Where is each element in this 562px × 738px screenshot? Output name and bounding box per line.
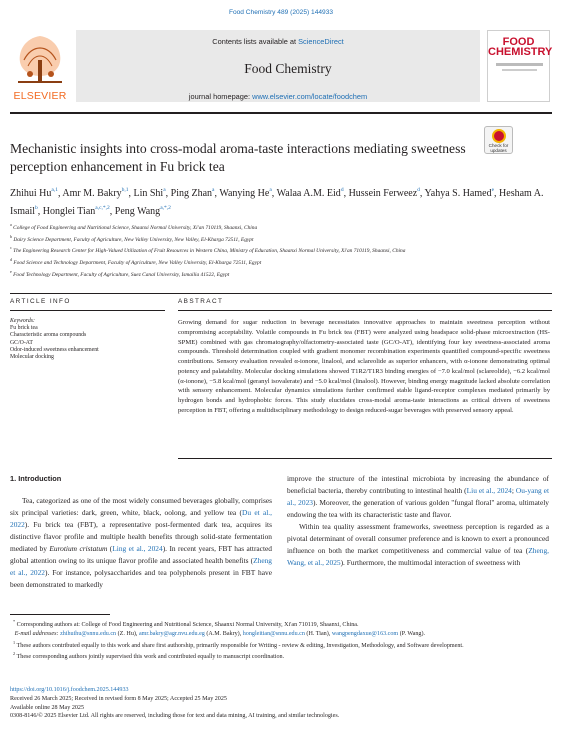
journal-homepage-line	[76, 92, 480, 101]
check-for-updates-label: Check for updates	[488, 143, 509, 153]
text-run: ;	[511, 485, 516, 495]
author-name[interactable]: Zhihui Hu	[10, 188, 52, 199]
author-affiliation-marker[interactable]: e	[491, 187, 495, 193]
author-affiliation-marker[interactable]: a,c,*,2	[95, 205, 110, 211]
footnote-text: These authors contributed equally to this work and share first authorship, primarily responsible for Writing - review & editing, Investigation, Methodology, and Software development.	[16, 642, 464, 649]
journal-citation-line[interactable]: Food Chemistry 489 (2025) 144933	[228, 9, 334, 16]
article-title: Mechanistic insights into cross-modal aroma-taste interactions mediating sweetness perception enhancement in Fu brick tea	[10, 141, 466, 174]
text-run: ). For instance, polysaccharides and tea polyphenols present in FBT have been demonstrated to markedly	[10, 567, 272, 589]
abstract-rule	[178, 310, 552, 311]
footnote-marker: 2	[13, 651, 16, 657]
contents-prefix: Contents lists available at	[212, 37, 299, 46]
abstract-end-rule	[178, 458, 552, 459]
article-info-heading: ARTICLE INFO	[10, 298, 71, 305]
author-affiliation-marker[interactable]: b	[35, 205, 38, 211]
citation-link[interactable]: Liu et al., 2024	[466, 485, 512, 495]
text-run: Within tea quality assessment frameworks, sweetness perception is regarded as a pivotal determinant of overall consumer preference and is known to exert a pronounced influence on both the market competitiveness and commercial value of tea (	[287, 521, 549, 555]
affiliation-item	[10, 244, 550, 256]
author-name[interactable]: Walaa A.M. Eid	[276, 188, 341, 199]
author-list: Zhihui Hu$^{a,1}$, Amr M. Bakry$^{b,1}$, Lin Shi$^a$, Ping Zhan$^a$, Wanying He$^a$, Walaa A.M. Eid$^d$, Hussein Ferweez$^d$, Yahya S. Hamed$^e$, Hesham A. Ismail$^b$, Honglei Tian$^{a,c,*,2}$, Peng Wang$^{a,*,2}$	[10, 187, 544, 217]
author-affiliation-marker[interactable]: a	[163, 187, 166, 193]
online-date: Available online 28 May 2025	[10, 704, 85, 711]
footnote-2	[10, 650, 552, 662]
affiliation-marker: d	[10, 257, 12, 263]
abstract-heading: ABSTRACT	[178, 298, 224, 305]
author-name[interactable]: Hussein Ferweez	[348, 188, 418, 199]
copyright-line: 0308-8146/© 2025 Elsevier Ltd. All rights are reserved, including those for text and data mining, AI training, and similar technologies.	[10, 713, 340, 720]
keyword-item: GC/O-AT	[10, 339, 33, 346]
received-dates: Received 26 March 2025; Received in revised form 8 May 2025; Accepted 25 May 2025	[10, 695, 227, 702]
author-affiliation-marker[interactable]: a	[269, 187, 272, 193]
elsevier-tree-icon	[10, 30, 70, 88]
text-run: ). Furthermore, the multimodal interaction of sweetness with	[340, 557, 521, 567]
text-run: ). In recent years, FBT has attracted global attention owing to its unique flavor profile and associated health benefits (	[10, 543, 272, 565]
email-link[interactable]: zhihuihu@snnu.edu.cn	[60, 630, 117, 637]
author-name[interactable]: Peng Wang	[114, 206, 161, 217]
author-affiliation-marker[interactable]: d	[417, 187, 420, 193]
elsevier-wordmark: ELSEVIER	[13, 90, 67, 102]
affiliation-marker: b	[10, 233, 12, 239]
author-name[interactable]: Yahya S. Hamed	[424, 188, 492, 199]
info-divider	[10, 293, 552, 294]
journal-header	[10, 27, 552, 105]
header-divider	[10, 112, 552, 114]
affiliation-item	[10, 221, 550, 233]
citation-link[interactable]: Zheng, Wang, et al., 2025	[287, 545, 549, 567]
keyword-item: Fu brick tea	[10, 325, 38, 332]
author-name[interactable]: Lin Shi	[133, 188, 164, 199]
footnote-1	[10, 639, 552, 651]
email-link[interactable]: wangpengdaxue@163.com	[331, 630, 399, 637]
author-affiliation-marker[interactable]: a	[212, 187, 215, 193]
email-link[interactable]: amr.bakry@agr.nvu.edu.eg	[138, 630, 205, 637]
footnote-divider	[10, 614, 110, 615]
citation-link[interactable]: Zheng et al., 2022	[10, 555, 272, 577]
doi-link[interactable]: https://doi.org/10.1016/j.foodchem.2025.144933	[10, 687, 129, 693]
keyword-item: Molecular docking	[10, 354, 54, 361]
email-owner: (P. Wang).	[398, 630, 426, 637]
citation-link[interactable]: Ou-yang et al., 2023	[287, 485, 550, 507]
journal-cover-thumbnail[interactable]	[487, 30, 553, 102]
email-owner: (Z. Hu),	[116, 630, 139, 637]
affiliation-text: Dairy Science Department, Faculty of Agriculture, New Valley University, New Valley, El-Kharga 72511, Egypt	[12, 236, 254, 243]
corresponding-author-text: Corresponding authors at: College of Food Engineering and Nutritional Science, Shaanxi Normal University, Xi'an 710119, Shaanxi, China.	[16, 622, 359, 628]
author-name[interactable]: Wanying He	[219, 188, 270, 199]
corresponding-author-note: * Corresponding authors at: College of Food Engineering and Nutritional Science, Shaanxi Normal University, Xi'an 710119, Shaanxi, China.	[13, 619, 359, 628]
text-run: Tea, categorized as one of the most widely consumed beverages globally, comprises six principal varieties: dark, green, white, black, oolong, and yellow tea (	[10, 495, 272, 517]
affiliation-text: The Engineering Research Center for High-Valued Utilization of Fruit Resources in Western China, Ministry of Education, Shaanxi Normal University, Xi'an 710119, Shaanxi, China	[11, 248, 406, 255]
abstract-text: Growing demand for sugar reduction in beverage necessitates innovative approaches to maintain sweetness perception without compromising acceptability. Volatile compounds in Fu brick tea (FBT) were analyzed using headspace solid-phase microextraction (HS-SPME) combined with gas chromatography/olfactometry-associated taste (GC/O-AT), identifying four key sweetness-associated aroma compounds. Threshold determination coupled with gradient monomer recombination experiments quantified compound-specific sweetness contributions. Sensory evaluation revealed α-ionone, linalool, and sclareolide as superior enhancers, with α-ionone demonstrating optimal potency and palatability. Molecular docking simulations showed T1R2/T1R3 binding energies of −7.0 kcal/mol (sclareolide), −6.2 kcal/mol (α-ionone), −5.8 kcal/mol (geranyl isovalerate) and −5.0 kcal/mol (linalool). However, binding energy magnitude lacked absolute correlation with sensory enhancement. Molecular dynamics simulations further confirmed stable ligand-receptor complexes mediated primarily by hydrogen bonds and hydrophobic forces. This study elucidates cross-modal aroma-taste interactions as critical drivers of sweetness perception in FBT, offering a multidisciplinary methodology to design reduced-sugar beverages with preserved sensory appeal.	[178, 319, 550, 414]
check-for-updates-icon	[492, 129, 506, 143]
contents-available-line	[76, 37, 480, 46]
cover-title: FOOD CHEMISTRY	[488, 36, 553, 58]
journal-title: Food Chemistry	[244, 61, 332, 76]
email-label: E-mail addresses:	[14, 630, 59, 637]
author-name[interactable]: Honglei Tian	[42, 206, 96, 217]
keywords-block	[10, 318, 165, 361]
text-run: ). Fu brick tea (FBT), a representative post-fermented dark tea, acquires its distinctive flavor profile and multiple health benefits through solid-state fermentation mediated by	[10, 519, 272, 553]
citation-link[interactable]: Ling et al., 2024	[112, 543, 163, 553]
email-owner: (H. Tian),	[304, 630, 332, 637]
affiliation-marker: e	[10, 268, 12, 274]
footnote-text: These corresponding authors jointly supervised this work and contributed equally to manuscript coordination.	[16, 654, 285, 661]
intro-paragraph	[10, 495, 272, 591]
journal-banner	[76, 30, 480, 102]
article-metadata	[10, 686, 552, 721]
affiliation-text: Food Science and Technology Department, Faculty of Agriculture, New Valley University, El-Kharga 72511, Egypt	[12, 260, 262, 267]
email-addresses	[10, 630, 552, 639]
author-affiliation-marker[interactable]: d	[340, 187, 344, 193]
elsevier-logo[interactable]	[10, 30, 70, 102]
body-column-left	[10, 473, 272, 591]
author-name[interactable]: Hesham A. Ismail	[10, 188, 544, 217]
body-column-right	[287, 473, 549, 569]
keywords-list	[10, 325, 165, 361]
check-for-updates-badge[interactable]	[484, 126, 513, 154]
cover-decoration	[502, 69, 537, 71]
intro-paragraph	[287, 473, 549, 521]
article-info-rule	[10, 310, 165, 311]
affiliation-text: Food Technology Department, Faculty of Agriculture, Suez Canal University, Ismailia 41522, Egypt	[11, 271, 230, 278]
intro-paragraph	[287, 521, 549, 569]
author-affiliation-marker[interactable]: a,1	[51, 187, 58, 193]
text-run: (	[107, 543, 113, 553]
journal-homepage-link[interactable]: www.elsevier.com/locate/foodchem	[252, 92, 368, 101]
homepage-prefix: journal homepage:	[188, 92, 253, 101]
footnotes	[10, 618, 552, 662]
cover-decoration	[496, 63, 543, 66]
author-affiliation-marker[interactable]: a,*,2	[160, 205, 171, 211]
email-link[interactable]: hongleitian@snnu.edu.cn	[242, 630, 305, 637]
citation-link[interactable]: Du et al., 2022	[10, 507, 272, 529]
affiliation-list	[10, 221, 550, 280]
author-name[interactable]: Ping Zhan	[170, 188, 213, 199]
sciencedirect-link[interactable]: ScienceDirect	[298, 37, 344, 46]
affiliation-marker: c	[10, 245, 12, 251]
email-owner: (A.M. Bakry),	[204, 630, 243, 637]
section-heading-introduction: 1. Introduction	[10, 474, 62, 483]
keyword-item: Odor-induced sweetness enhancement	[10, 346, 99, 353]
author-affiliation-marker[interactable]: b,1	[121, 187, 129, 193]
affiliation-text: College of Food Engineering and Nutritional Science, Shaanxi Normal University, Xi'an 710119, Shaanxi, China	[11, 225, 258, 231]
affiliation-item	[10, 268, 550, 280]
text-run: ). Moreover, the generation of various golden "fungal floral" aroma, ultimately endowing the tea with its characteristic taste and flavor.	[287, 497, 549, 519]
affiliation-item	[10, 256, 550, 268]
text-run: improve the structure of the intestinal microbiota by increasing the abundance of beneficial bacteria, thereby contributing to intestinal health (	[287, 474, 549, 495]
species-name: Eurotium cristatum	[49, 543, 108, 553]
footnote-marker: 1	[13, 639, 16, 645]
affiliation-item	[10, 233, 550, 245]
affiliation-marker: a	[10, 222, 12, 227]
keywords-label: Keywords:	[10, 318, 35, 324]
author-name[interactable]: Amr M. Bakry	[62, 188, 122, 199]
keyword-item: Characteristic aroma compounds	[10, 332, 87, 339]
